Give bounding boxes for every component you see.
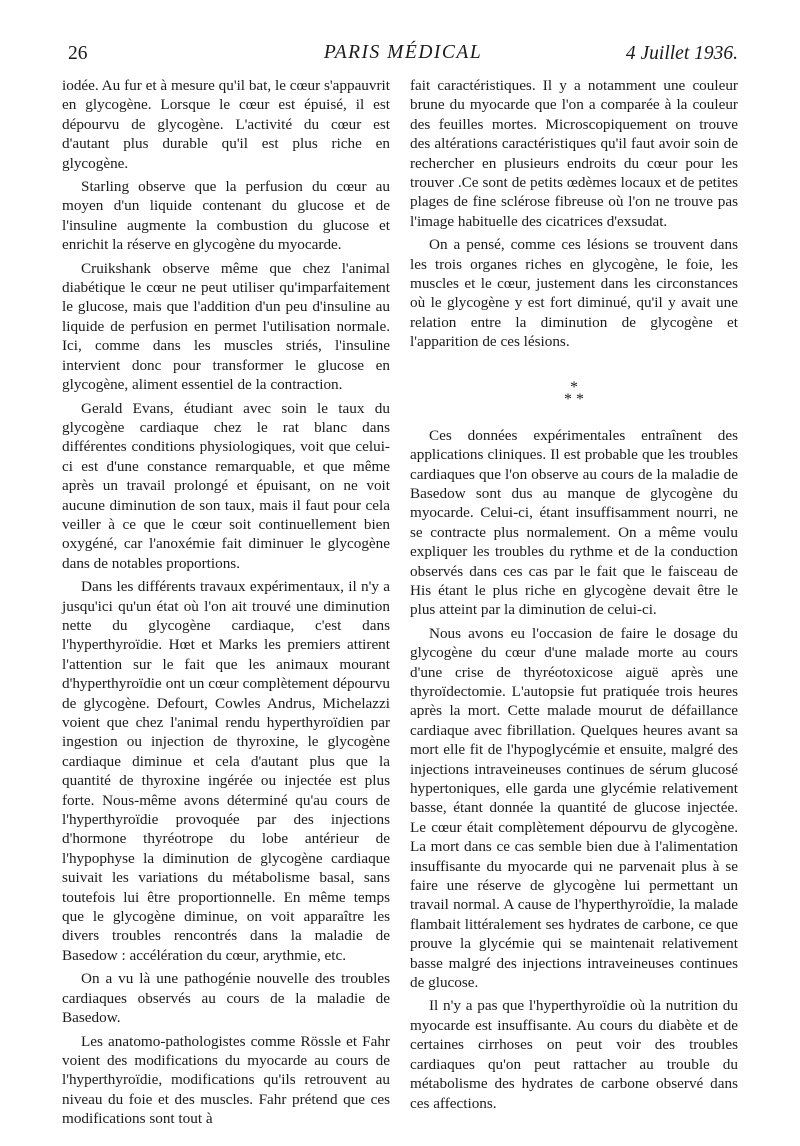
paragraph: Cruikshank observe même que chez l'animal diabétique le cœur ne peut utiliser qu'imparfaitement le glucose, mais que l'addition d'un peu d'insuline au liquide de perfusion en permet l'utilisation normale. Ici, comme dans les muscles striés, l'insuline intervient donc pour transformer le glucose en glycogène, aliment essentiel de la contraction. [62, 259, 390, 394]
paragraph: Dans les différents travaux expérimentaux, il n'y a jusqu'ici qu'un état où l'on ait trouvé une diminution nette du glycogène cardiaque, c'est dans l'hyperthyroïdie. Hœt et Marks les premiers attirent l'attention sur le fait que les animaux mourant d'hyperthyroïdie ont un cœur complètement dépourvu de glycogène. Defourt, Cowles Andrus, Michelazzi voient que chez l'animal rendu hyperthyroïdien par ingestion ou injection de thyroxine, le glycogène cardiaque diminue et cela d'autant plus que la quantité de thyroxine ingérée ou injectée est plus forte. Nous-même avons déterminé qu'au cours de l'hyperthyroïdie provoquée par des injections d'hormone thyréotrope du lobe antérieur de l'hypophyse la diminution de glycogène cardiaque suivait les variations du métabolisme basal, sans toutefois lui être proportionnelle. En même temps que le glycogène diminue, on voit apparaître les divers troubles rencontrés dans la maladie de Basedow : accélération du cœur, arythmie, etc. [62, 578, 390, 964]
section-separator [410, 378, 738, 408]
paragraph: Les anatomo-pathologistes comme Rössle et Fahr voient des modifications du myocarde au cours de l'hyperthyroïdie, modifications qu'ils retrouvent au niveau du foie et des muscles. Fahr prétend que ces modifications sont tout à [62, 1032, 390, 1128]
paragraph: iodée. Au fur et à mesure qu'il bat, le cœur s'appauvrit en glycogène. Lorsque le cœur est épuisé, il est dépourvu de glycogène. L'activité du cœur est d'autant plus durable qu'il est plus riche en glycogène. [62, 77, 390, 172]
left-column [62, 76, 390, 1133]
paragraph: fait caractéristiques. Il y a notamment une couleur brune du myocarde que l'on a comparée à la couleur des feuilles mortes. Microscopiquement on trouve des altérations caractéristiques qu'il faut avoir soin de rechercher en plusieurs endroits du cœur pour les trouver .Ce sont de petits œdèmes locaux et de petites plages de fine sclérose fibreuse où l'on ne trouve pas l'image habituelle des cicatrices d'exsudat. [410, 77, 738, 230]
separator-stars-bottom: * * [564, 390, 584, 408]
paragraph: On a pensé, comme ces lésions se trouvent dans les trois organes riches en glycogène, le foie, les muscles et le cœur, justement dans les circonstances où le glycogène y est fort diminué, qu'il y avait une relation entre la diminution de glycogène et l'apparition de ces lésions. [410, 236, 738, 351]
paragraph: On a vu là une pathogénie nouvelle des troubles cardiaques observés au cours de la maladie de Basedow. [62, 970, 390, 1027]
page-header [68, 40, 738, 70]
paragraph: Ces données expérimentales entraînent des applications cliniques. Il est probable que les troubles cardiaques que l'on observe au cours de la maladie de Basedow sont dus au manque de glycogène du myocarde. Celui-ci, étant insuffisamment nourri, ne se contracte plus normalement. On a même voulu expliquer les troubles du rythme et de la conduction observés dans ces cas par le fait que le faisceau de His étant le plus riche en glycogène devait être le plus atteint par la diminution de celui-ci. [410, 426, 738, 619]
separator-star-top: * [570, 378, 578, 396]
journal-title: PARIS MÉDICAL [323, 42, 483, 63]
paragraph: Nous avons eu l'occasion de faire le dosage du glycogène du cœur d'une malade morte au cours d'une crise de thyréotoxicose aiguë après une thyroïdectomie. L'autopsie fut pratiquée trois heures après la mort. Cette malade mourut de défaillance cardiaque avec fibrillation. Quelques heures avant sa mort elle fit de l'hypoglycémie et ensuite, malgré des injections intraveineuses continues de sérum glucosé hypertoniques, elle garda une glycémie relativement basse, étant donnée la quantité de glucose injectée. Le cœur était complètement dépourvu de glycogène. La mort dans ce cas semble bien due à l'alimentation insuffisante du myocarde qui ne parvenait plus à se faire une réserve de glycogène lui permettant un travail normal. A cause de l'hyperthyroïdie, la malade flambait littéralement ses hydrates de carbone, ce que prouve la glycémie qui se maintenait relativement basse malgré des injections intraveineuses continues de glucose. [410, 624, 738, 992]
issue-date: 4 Juillet 1936. [625, 43, 738, 64]
page-number: 26 [68, 43, 88, 64]
right-column [410, 76, 738, 1117]
paragraph: Gerald Evans, étudiant avec soin le taux du glycogène cardiaque chez le rat blanc dans différentes conditions physiologiques, voit que celui-ci est d'une constance remarquable, et que même après un travail prolongé et épuisant, on ne voit aucune diminution de son taux, mais il faut pour cela veiller à ce que le cœur soit continuellement bien oxygéné, car l'anoxémie fait diminuer le glycogène dans de notables proportions. [62, 399, 390, 572]
paragraph: Starling observe que la perfusion du cœur au moyen d'un liquide contenant du glucose et de l'insuline augmente la combustion du glucose et enrichit la réserve en glycogène du myocarde. [62, 178, 390, 254]
paragraph: Il n'y a pas que l'hyperthyroïdie où la nutrition du myocarde est insuffisante. Au cours du diabète et de certaines cirrhoses on peut voir des troubles cardiaques qu'on peut rattacher au trouble du métabolisme des hydrates de carbone observé dans ces affections. [410, 997, 738, 1112]
